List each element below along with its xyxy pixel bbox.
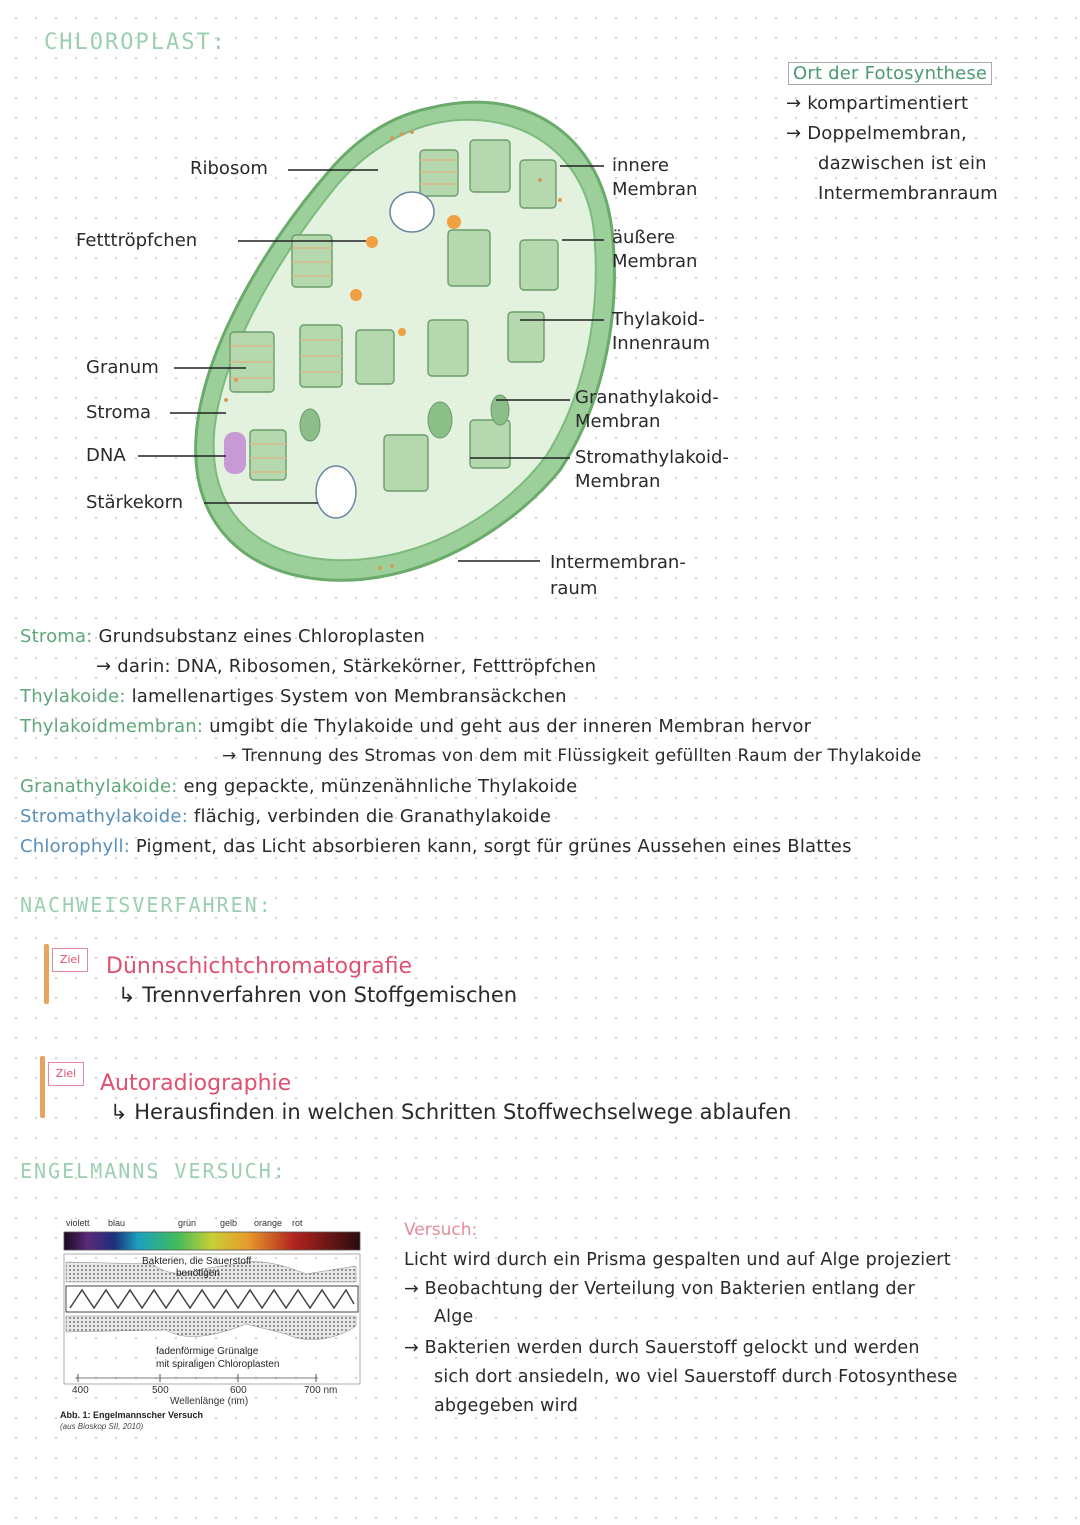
def-chl-term: Chlorophyll:	[20, 836, 130, 857]
def-stroma	[20, 626, 425, 647]
figure-caption: Abb. 1: Engelmannscher Versuch	[60, 1410, 204, 1420]
label-grana-2: Membran	[575, 411, 661, 432]
def-thylm	[20, 716, 811, 737]
color-label-rot: rot	[292, 1218, 303, 1228]
label-aeussere-1: äußere	[612, 227, 675, 248]
flagpole-2	[40, 1056, 45, 1118]
label-thyl-1: Thylakoid-	[612, 309, 705, 330]
ort-line-2: → Doppelmembran,	[786, 123, 967, 144]
def-stroma-sub: → darin: DNA, Ribosomen, Stärkekörner, Fetttröpfchen	[96, 656, 597, 677]
def-chl	[20, 836, 852, 857]
flagpole-1	[44, 944, 49, 1004]
tick-label-700: 700 nm	[304, 1385, 338, 1396]
bacteria-band-bottom	[66, 1316, 356, 1340]
def-thyl-text: lamellenartiges System von Membransäckchen	[131, 686, 567, 707]
engelmann-title: ENGELMANNS VERSUCH:	[20, 1159, 287, 1183]
color-label-gruen: grün	[178, 1218, 197, 1228]
def-thyl-term: Thylakoide:	[20, 686, 126, 707]
label-innere-1: innere	[612, 155, 669, 176]
def-grana-text: eng gepackte, münzenähnliche Thylakoide	[183, 776, 578, 797]
starch-grain-top	[390, 192, 434, 232]
alga-label-2: mit spiraligen Chloroplasten	[156, 1359, 280, 1370]
versuch-title: Versuch:	[404, 1220, 478, 1240]
color-label-blau: blau	[108, 1218, 126, 1228]
def-stromat-term: Stromathylakoide:	[20, 806, 188, 827]
method-1-desc: ↳ Trennverfahren von Stoffgemischen	[118, 983, 518, 1007]
flag-ziel-1: Ziel	[52, 948, 88, 972]
def-thylm-term: Thylakoidmembran:	[20, 716, 204, 737]
alga-filament	[66, 1286, 358, 1312]
versuch-line-4: → Bakterien werden durch Sauerstoff gelockt und werden	[404, 1338, 920, 1358]
label-innere-2: Membran	[612, 179, 698, 200]
color-label-orange: orange	[254, 1218, 283, 1228]
versuch-line-6: abgegeben wird	[434, 1396, 579, 1416]
alga-label-1: fadenförmige Grünalge	[156, 1346, 259, 1357]
color-label-violett: violett	[66, 1218, 90, 1228]
color-label-gelb: gelb	[220, 1218, 238, 1228]
engelmann-figure	[56, 1212, 376, 1444]
bacteria-label-2: benötigen	[176, 1268, 220, 1279]
versuch-line-5: sich dort ansiedeln, wo viel Sauerstoff durch Fotosynthese	[434, 1367, 958, 1387]
label-stroma: Stroma	[86, 402, 152, 423]
ort-line-3: dazwischen ist ein	[818, 153, 987, 174]
ort-line-4: Intermembranraum	[818, 183, 998, 204]
def-stroma-term: Stroma:	[20, 626, 93, 647]
method-2-title: Autoradiographie	[100, 1071, 292, 1096]
starch-grain-bottom	[316, 466, 356, 518]
def-grana-term: Granathylakoide:	[20, 776, 178, 797]
versuch-line-2: → Beobachtung der Verteilung von Bakterien entlang der	[404, 1279, 916, 1299]
dna-shape	[224, 432, 246, 474]
chloroplast-title: CHLOROPLAST:	[44, 30, 227, 55]
spectrum-bar	[64, 1232, 360, 1250]
label-staerkekorn: Stärkekorn	[86, 492, 184, 513]
nachweis-title: NACHWEISVERFAHREN:	[20, 893, 273, 917]
label-ribosom: Ribosom	[190, 158, 268, 179]
def-stromat-text: flächig, verbinden die Granathylakoide	[193, 806, 552, 827]
method-1-title: Dünnschichtchromatografie	[106, 954, 412, 979]
label-inter-1: Intermembran-	[550, 552, 686, 573]
label-aeussere-2: Membran	[612, 251, 698, 272]
label-stromat-1: Stromathylakoid-	[575, 447, 729, 468]
tick-label-500: 500	[152, 1385, 169, 1396]
label-grana-1: Granathylakoid-	[575, 387, 719, 408]
ort-box-title: Ort der Fotosynthese	[788, 62, 992, 85]
def-thylm-sub: → Trennung des Stromas von dem mit Flüssigkeit gefüllten Raum der Thylakoide	[222, 746, 922, 766]
versuch-line-1: Licht wird durch ein Prisma gespalten und auf Alge projeziert	[404, 1250, 951, 1270]
figure-source: (aus Bioskop SII, 2010)	[60, 1422, 144, 1431]
def-stromat	[20, 806, 551, 827]
method-2-desc: ↳ Herausfinden in welchen Schritten Stoffwechselwege ablaufen	[110, 1100, 792, 1124]
label-stromat-2: Membran	[575, 471, 661, 492]
label-granum: Granum	[86, 357, 159, 378]
label-dna: DNA	[86, 445, 126, 466]
label-inter-2: raum	[550, 578, 598, 599]
x-axis-label: Wellenlänge (nm)	[170, 1396, 249, 1407]
def-thyl	[20, 686, 567, 707]
tick-label-600: 600	[230, 1385, 247, 1396]
versuch-line-3: Alge	[434, 1307, 474, 1327]
def-stroma-text: Grundsubstanz eines Chloroplasten	[98, 626, 425, 647]
tick-label-400: 400	[72, 1385, 89, 1396]
label-fetttroepfchen: Fetttröpfchen	[76, 230, 198, 251]
ort-line-1: → kompartimentiert	[786, 93, 969, 114]
def-grana	[20, 776, 577, 797]
def-chl-text: Pigment, das Licht absorbieren kann, sorgt für grünes Aussehen eines Blattes	[135, 836, 852, 857]
flag-ziel-2: Ziel	[48, 1062, 84, 1086]
def-thylm-text: umgibt die Thylakoide und geht aus der inneren Membran hervor	[209, 716, 812, 737]
bacteria-label-1: Bakterien, die Sauerstoff	[142, 1256, 252, 1267]
label-thyl-2: Innenraum	[612, 333, 710, 354]
